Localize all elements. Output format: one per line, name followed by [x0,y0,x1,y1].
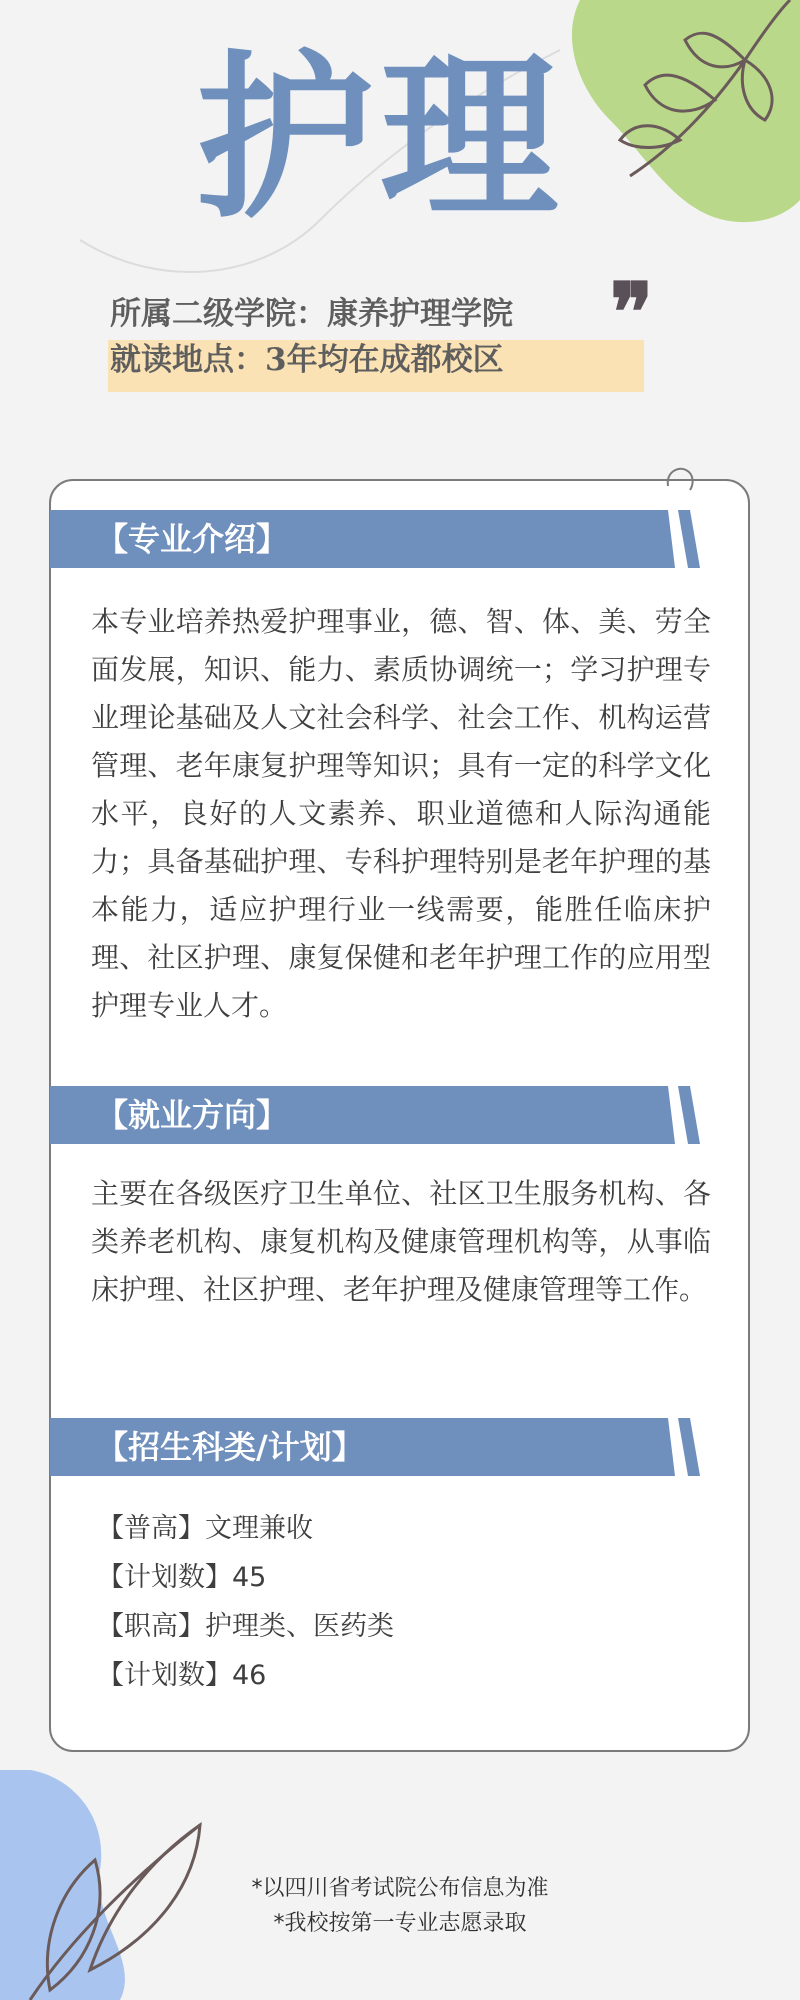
enrollment-line: 【职高】护理类、医药类 [97,1611,394,1642]
intro-text: 本专业培养热爱护理事业，德、智、体、美、劳全面发展，知识、能力、素质协调统一；学习护理专业理论基础及人文社会科学、社会工作、机构运营管理、老年康复护理等知识；具有一定的科学文化水平，良好的人文素养、职业道德和人际沟通能力；具备基础护理、专科护理特别是老年护理的基本能力，适应护理行业一线需要，能胜任临床护理、社区护理、康复保健和老年护理工作的应用型护理专业人才。 [91,605,711,1022]
card-clip-decoration [664,462,700,492]
section-title-intro: 【专业介绍】 [96,520,289,558]
footnote-source: *以四川省考试院公布信息为准 [251,1876,549,1901]
section-header-intro [50,510,750,568]
footnote-admission: *我校按第一专业志愿录取 [273,1911,527,1936]
page-title: 护理 [196,33,564,242]
enrollment-line: 【普高】文理兼收 [97,1513,313,1544]
enrollment-line: 【计划数】46 [97,1660,267,1691]
location-info: 就读地点：3年均在成都校区 [110,342,504,378]
enrollment-line: 【计划数】45 [97,1562,267,1593]
section-title-enrollment: 【招生科类/计划】 [96,1428,364,1466]
college-info: 所属二级学院：康养护理学院 [110,296,513,332]
section-title-career: 【就业方向】 [96,1096,289,1134]
section-header-career [50,1086,750,1144]
quote-mark-icon: ❞ [610,265,654,359]
career-text: 主要在各级医疗卫生单位、社区卫生服务机构、各类养老机构、康复机构及健康管理机构等，从事临床护理、社区护理、老年护理及健康管理等工作。 [91,1177,711,1306]
section-header-enrollment [50,1418,750,1476]
